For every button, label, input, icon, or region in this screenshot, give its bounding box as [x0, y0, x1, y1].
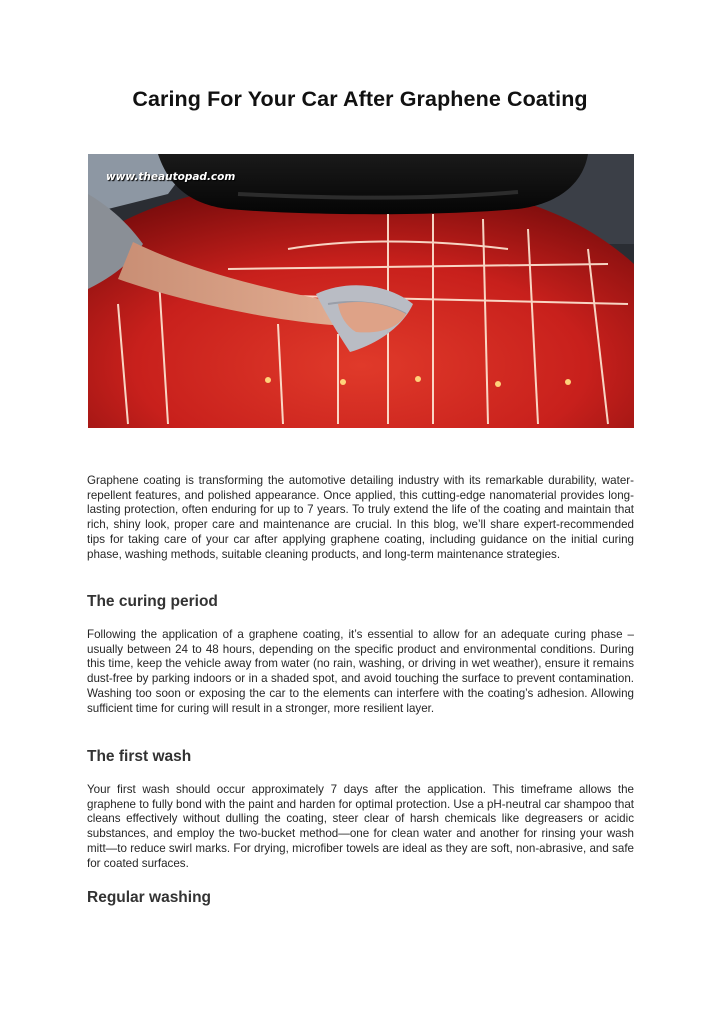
section-body-curing — [87, 628, 634, 716]
first-wash-text: Your first wash should occur approximately 7 days after the application. This timeframe allows the graphene to fully bond with the paint and harden for optimal protection. Use a pH-neutral car shampoo that cleans effectively without dulling the coating, steer clear of harsh chemicals like degreasers or acidic substances, and employ the two-bucket method—one for clean water and another for rinsing your wash mitt—to reduce swirl marks. For drying, microfiber towels are ideal as they are soft, non-abrasive, and safe for coated surfaces. — [87, 783, 634, 870]
car-hood-illustration — [88, 154, 634, 428]
section-heading-first-wash: The first wash — [87, 748, 192, 765]
section-body-first-wash — [87, 783, 634, 871]
curing-text: Following the application of a graphene coating, it’s essential to allow for an adequate curing phase – usually between 24 to 48 hours, depending on the specific product and environmental conditions. During this time, keep the vehicle away from water (no rain, washing, or driving in wet weather), ensure it remains dust-free by parking indoors or in a shaded spot, and avoid touching the surface to prevent contamination. Washing too soon or exposing the car to the elements can interfere with the coating’s adhesion. Allowing sufficient time for curing will result in a stronger, more resilient layer. — [87, 628, 634, 715]
hero-image — [88, 154, 634, 428]
section-heading-regular-washing: Regular washing — [87, 889, 212, 906]
page-title: Caring For Your Car After Graphene Coating — [132, 87, 588, 111]
intro-text: Graphene coating is transforming the automotive detailing industry with its remarkable durability, water-repellent features, and polished appearance. Once applied, this cutting-edge nanomaterial provides long-lasting protection, often enduring for up to 7 years. To truly extend the life of the coating and maintain that rich, shiny look, proper care and maintenance are crucial. In this blog, we’ll share expert-recommended tips for taking care of your car after applying graphene coating, including guidance on the initial curing phase, washing methods, suitable cleaning products, and long-term maintenance strategies. — [87, 474, 634, 561]
section-heading-curing: The curing period — [87, 593, 218, 610]
intro-paragraph — [87, 474, 634, 562]
watermark-text: www.theautopad.com — [106, 171, 236, 183]
